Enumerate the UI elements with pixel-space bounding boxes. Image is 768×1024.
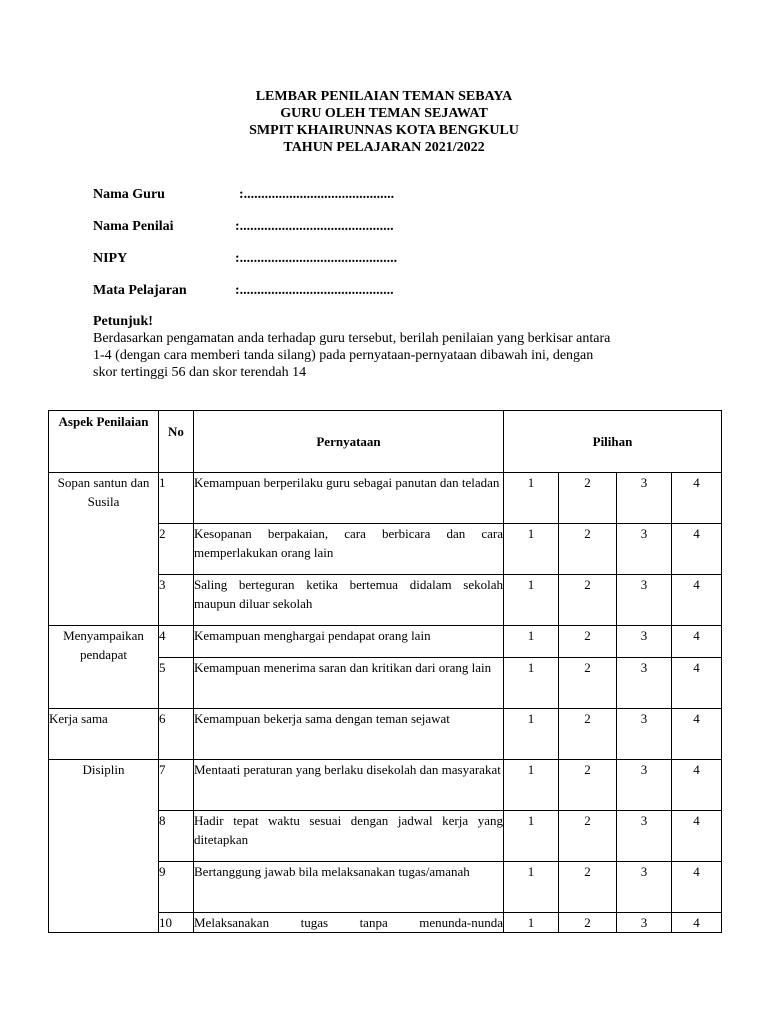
choice-3[interactable]: 3 [617,760,672,811]
field-label: Nama Guru [93,187,165,202]
choice-2[interactable]: 2 [559,473,617,524]
choice-2[interactable]: 2 [559,709,617,760]
row-number: 3 [159,575,194,626]
choice-2[interactable]: 2 [559,760,617,811]
choice-1[interactable]: 1 [504,473,559,524]
choice-3[interactable]: 3 [617,658,672,709]
table-row [49,473,722,524]
choice-3[interactable]: 3 [617,524,672,575]
choice-2[interactable]: 2 [559,658,617,709]
statement: Saling berteguran ketika bertemua didalam sekolah maupun diluar sekolah [194,575,504,626]
row-number: 7 [159,760,194,811]
statement: Kemampuan bekerja sama dengan teman sejawat [194,709,504,760]
row-number: 10 [159,913,194,933]
choice-1[interactable]: 1 [504,524,559,575]
choice-4[interactable]: 4 [672,473,722,524]
choice-2[interactable]: 2 [559,913,617,933]
choice-3[interactable]: 3 [617,473,672,524]
table-row [49,709,722,760]
table-row [49,626,722,658]
header-aspek-penilaian: Aspek Penilaian [49,411,159,473]
choice-1[interactable]: 1 [504,575,559,626]
evaluation-table [48,410,722,933]
document-title [0,88,768,156]
field-value-blank: :............................................. [235,251,398,266]
row-number: 9 [159,862,194,913]
choice-3[interactable]: 3 [617,626,672,658]
row-number: 6 [159,709,194,760]
statement: Kesopanan berpakaian, cara berbicara dan cara memperlakukan orang lain [194,524,504,575]
choice-1[interactable]: 1 [504,626,559,658]
statement: Melaksanakan tugas tanpa menunda-nunda [194,913,504,933]
aspect-menyampaikan-pendapat: Menyampaikan pendapat [49,626,159,709]
choice-2[interactable]: 2 [559,811,617,862]
choice-4[interactable]: 4 [672,575,722,626]
table-header-row [49,411,722,473]
field-value-blank: :............................................ [235,283,394,298]
row-number: 8 [159,811,194,862]
choice-3[interactable]: 3 [617,862,672,913]
choice-1[interactable]: 1 [504,913,559,933]
choice-4[interactable]: 4 [672,709,722,760]
aspect-disiplin: Disiplin [49,760,159,933]
choice-2[interactable]: 2 [559,524,617,575]
choice-4[interactable]: 4 [672,760,722,811]
instructions-heading: Petunjuk! [93,314,153,329]
table-row [49,760,722,811]
title-line-2: GURU OLEH TEMAN SEJAWAT [280,106,488,121]
statement: Kemampuan berperilaku guru sebagai panutan dan teladan [194,473,504,524]
title-line-3: SMPIT KHAIRUNNAS KOTA BENGKULU [249,123,519,138]
field-label: Nama Penilai [93,219,174,234]
row-number: 5 [159,658,194,709]
title-line-4: TAHUN PELAJARAN 2021/2022 [283,140,485,155]
instructions-line-3: skor tertinggi 56 dan skor terendah 14 [93,365,307,380]
statement: Kemampuan menerima saran dan kritikan dari orang lain [194,658,504,709]
header-pernyataan: Pernyataan [194,411,504,473]
choice-2[interactable]: 2 [559,575,617,626]
field-label: NIPY [93,251,128,266]
row-number: 2 [159,524,194,575]
field-label: Mata Pelajaran [93,283,187,298]
instructions [93,313,683,381]
field-value-blank: :........................................... [239,187,395,202]
choice-1[interactable]: 1 [504,760,559,811]
row-number: 4 [159,626,194,658]
choice-4[interactable]: 4 [672,658,722,709]
choice-3[interactable]: 3 [617,913,672,933]
choice-3[interactable]: 3 [617,811,672,862]
statement: Hadir tepat waktu sesuai dengan jadwal kerja yang ditetapkan [194,811,504,862]
title-line-1: LEMBAR PENILAIAN TEMAN SEBAYA [255,89,513,104]
choice-4[interactable]: 4 [672,811,722,862]
choice-3[interactable]: 3 [617,709,672,760]
choice-4[interactable]: 4 [672,913,722,933]
instructions-line-2: 1-4 (dengan cara memberi tanda silang) pada pernyataan-pernyataan dibawah ini, dengan [93,348,594,363]
choice-1[interactable]: 1 [504,709,559,760]
field-value-blank: :............................................ [235,219,394,234]
choice-1[interactable]: 1 [504,811,559,862]
choice-2[interactable]: 2 [559,626,617,658]
instructions-line-1: Berdasarkan pengamatan anda terhadap guru tersebut, berilah penilaian yang berkisar antara [93,331,611,346]
choice-4[interactable]: 4 [672,626,722,658]
choice-3[interactable]: 3 [617,575,672,626]
aspect-kerja-sama: Kerja sama [49,709,159,760]
row-number: 1 [159,473,194,524]
choice-1[interactable]: 1 [504,862,559,913]
header-no: No [159,411,194,473]
choice-4[interactable]: 4 [672,862,722,913]
aspect-sopan-santun: Sopan santun dan Susila [49,473,159,626]
choice-1[interactable]: 1 [504,658,559,709]
statement: Bertanggung jawab bila melaksanakan tugas/amanah [194,862,504,913]
choice-4[interactable]: 4 [672,524,722,575]
statement: Kemampuan menghargai pendapat orang lain [194,626,504,658]
statement: Mentaati peraturan yang berlaku disekolah dan masyarakat [194,760,504,811]
choice-2[interactable]: 2 [559,862,617,913]
header-pilihan: Pilihan [504,411,722,473]
